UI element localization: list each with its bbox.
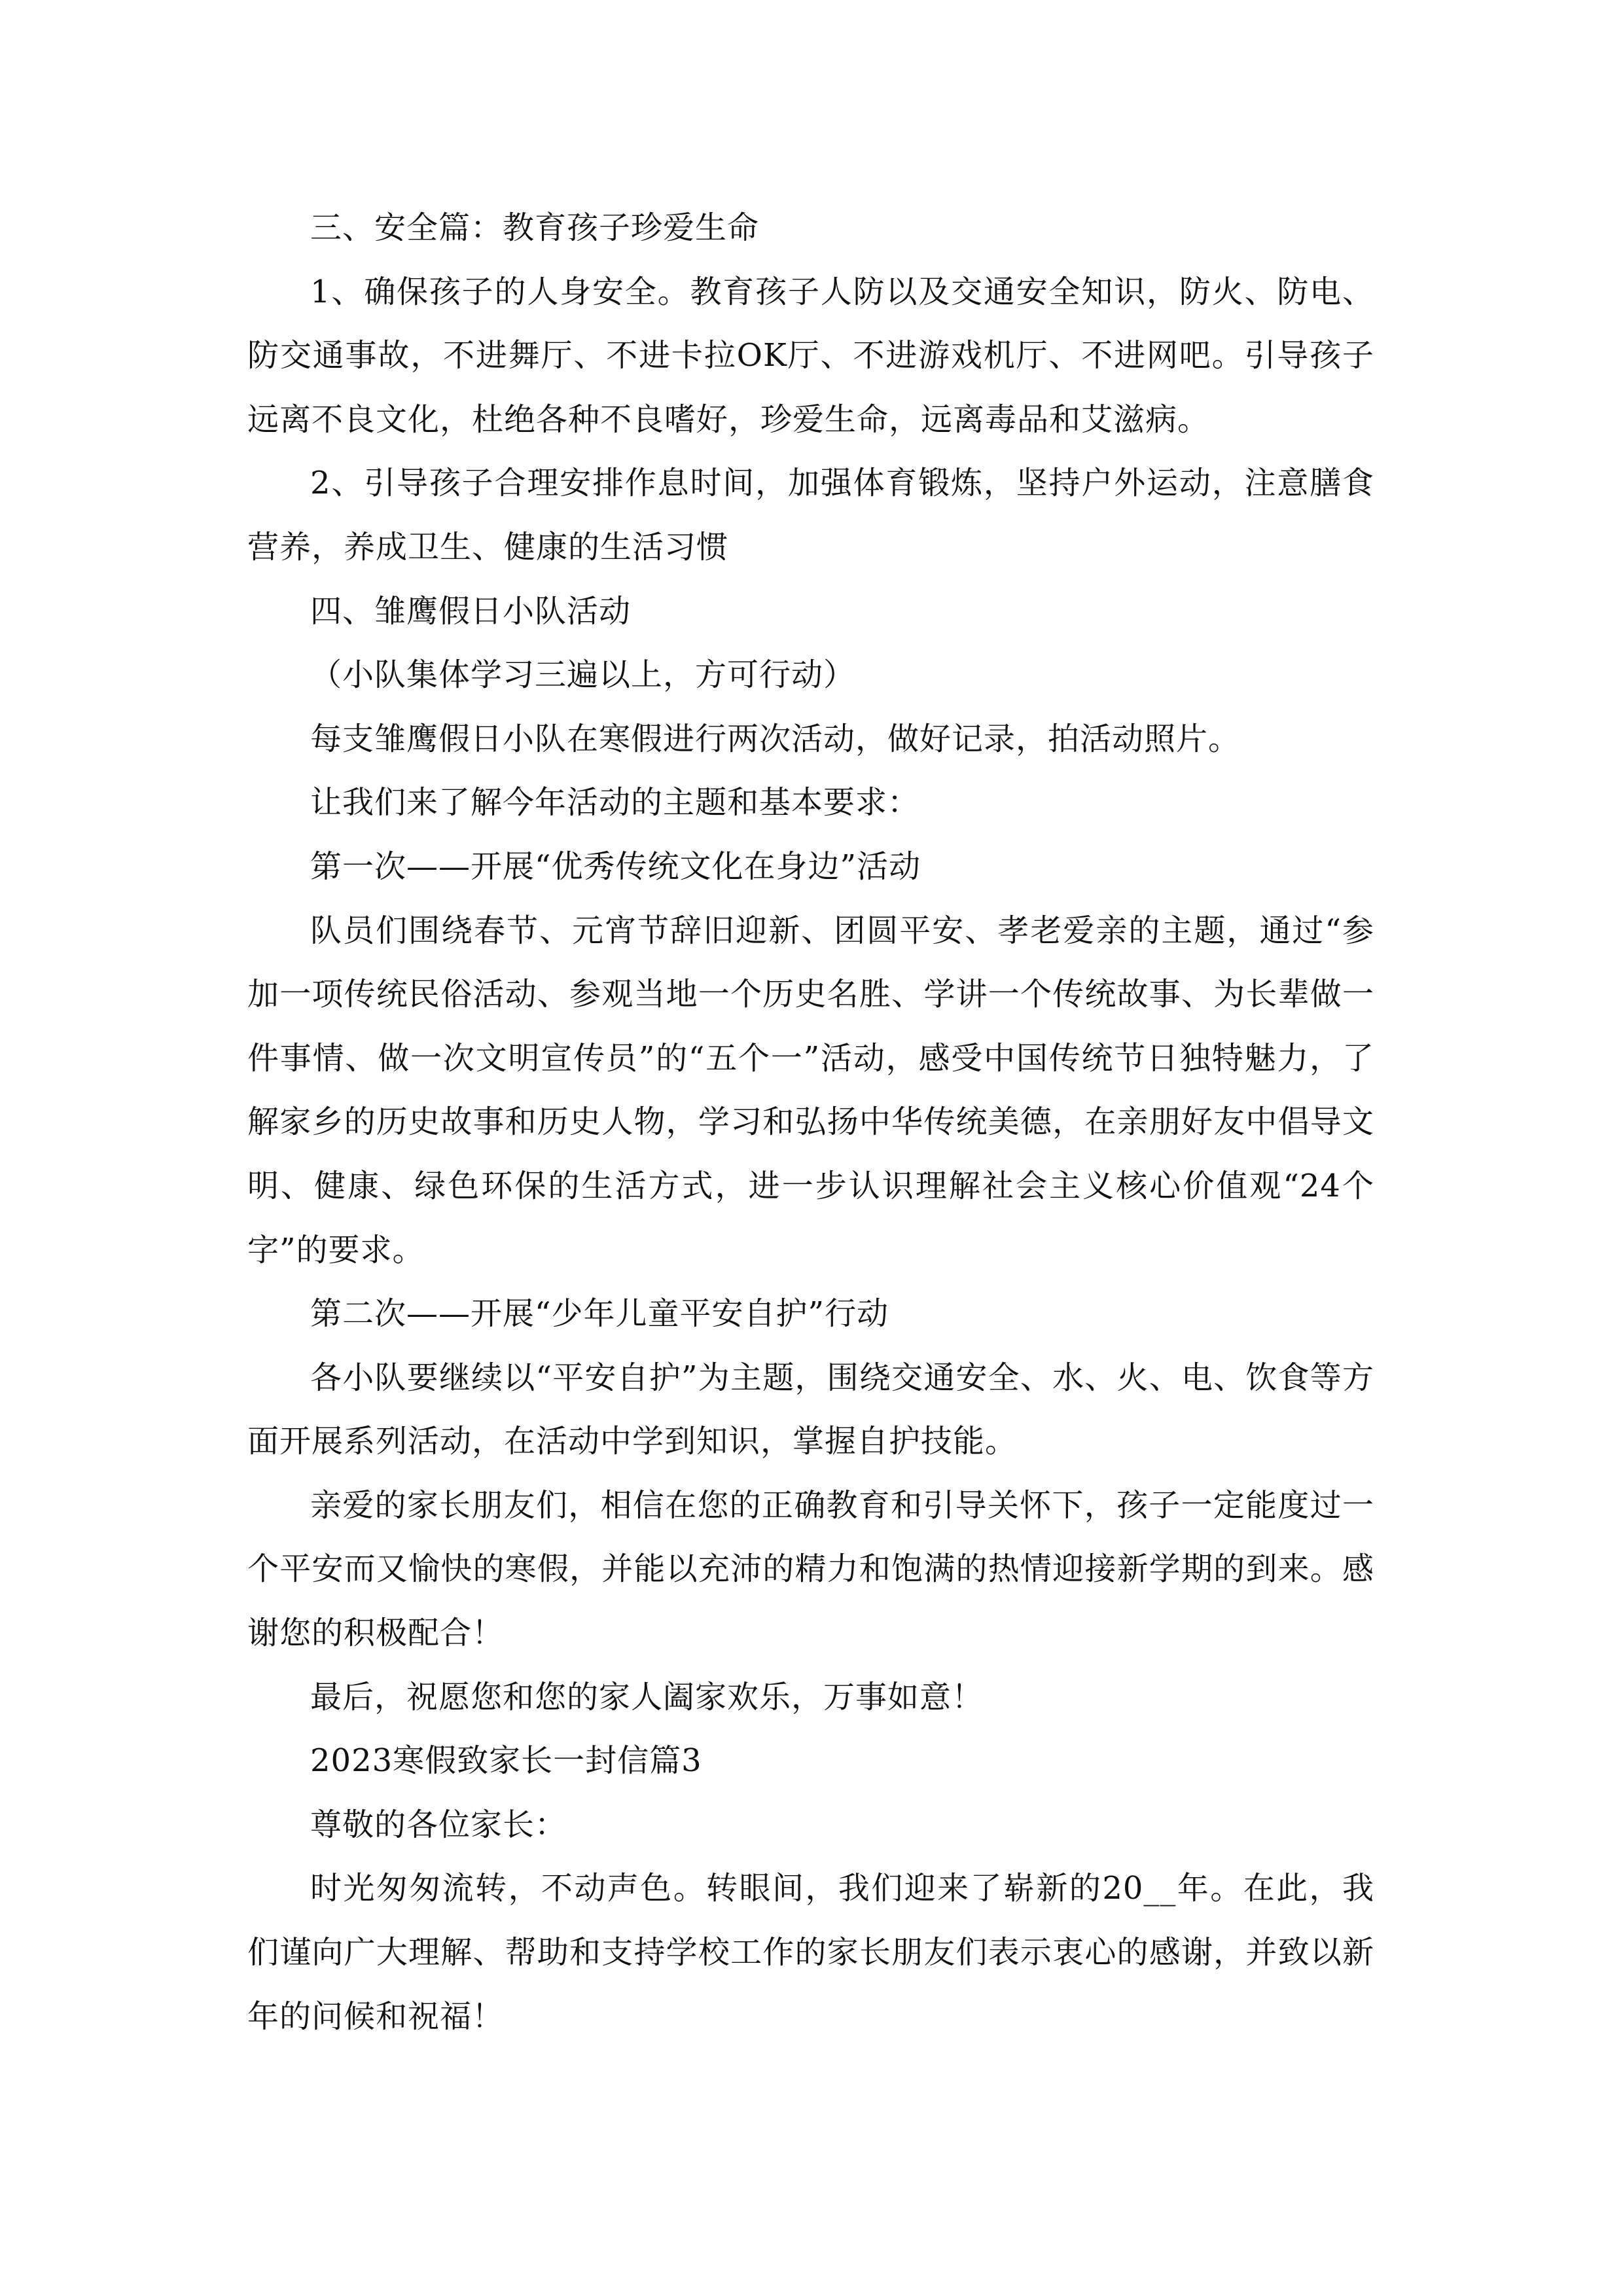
paragraph-personal-safety: 1、确保孩子的人身安全。教育孩子人防以及交通安全知识，防火、防电、防交通事故，不进舞厅、不进卡拉OK厅、不进游戏机厅、不进网吧。引导孩子远离不良文化，杜绝各种不良嗜好，珍爱生命，远离毒品和艾滋病。 [247,273,1374,438]
paragraph-study-note: （小队集体学习三遍以上，方可行动） [310,656,856,694]
paragraph-closing-wishes: 最后，祝愿您和您的家人阖家欢乐，万事如意！ [310,1678,984,1715]
section-heading-squad-activity: 四、雏鹰假日小队活动 [310,592,632,630]
letter-title-part-3: 2023寒假致家长一封信篇3 [310,1742,702,1780]
paragraph-parents-thanks: 亲爱的家长朋友们，相信在您的正确教育和引导关怀下，孩子一定能度过一个平安而又愉快的寒假，并能以充沛的精力和饱满的热情迎接新学期的到来。感谢您的积极配合！ [247,1486,1374,1652]
document-body [247,196,1374,2049]
letter-salutation: 尊敬的各位家长： [310,1806,567,1843]
subheading-first-activity: 第一次——开展“优秀传统文化在身边”活动 [310,848,921,885]
section-heading-safety: 三、安全篇：教育孩子珍爱生命 [310,209,760,246]
paragraph-daily-routine: 2、引导孩子合理安排作息时间，加强体育锻炼，坚持户外运动，注意膳食营养，养成卫生、健康的生活习惯 [247,465,1374,565]
paragraph-new-year-greeting: 时光匆匆流转，不动声色。转眼间，我们迎来了崭新的20__年。在此，我们谨向广大理解、帮助和支持学校工作的家长朋友们表示衷心的感谢，并致以新年的问候和祝福！ [247,1870,1374,2035]
paragraph-first-activity-detail: 队员们围绕春节、元宵节辞旧迎新、团圆平安、孝老爱亲的主题，通过“参加一项传统民俗活动、参观当地一个历史名胜、学讲一个传统故事、为长辈做一件事情、做一次文明宣传员”的“五个一”活动，感受中国传统节日独特魅力，了解家乡的历史故事和历史人物，学习和弘扬中华传统美德，在亲朋好友中倡导文明、健康、绿色环保的生活方式，进一步认识理解社会主义核心价值观“24个字”的要求。 [247,912,1374,1268]
paragraph-theme-intro: 让我们来了解今年活动的主题和基本要求： [310,784,920,821]
paragraph-activity-count: 每支雏鹰假日小队在寒假进行两次活动，做好记录，拍活动照片。 [310,720,1241,757]
subheading-second-activity: 第二次——开展“少年儿童平安自护”行动 [310,1295,889,1333]
paragraph-second-activity-detail: 各小队要继续以“平安自护”为主题，围绕交通安全、水、火、电、饮食等方面开展系列活动，在活动中学到知识，掌握自护技能。 [247,1359,1374,1460]
